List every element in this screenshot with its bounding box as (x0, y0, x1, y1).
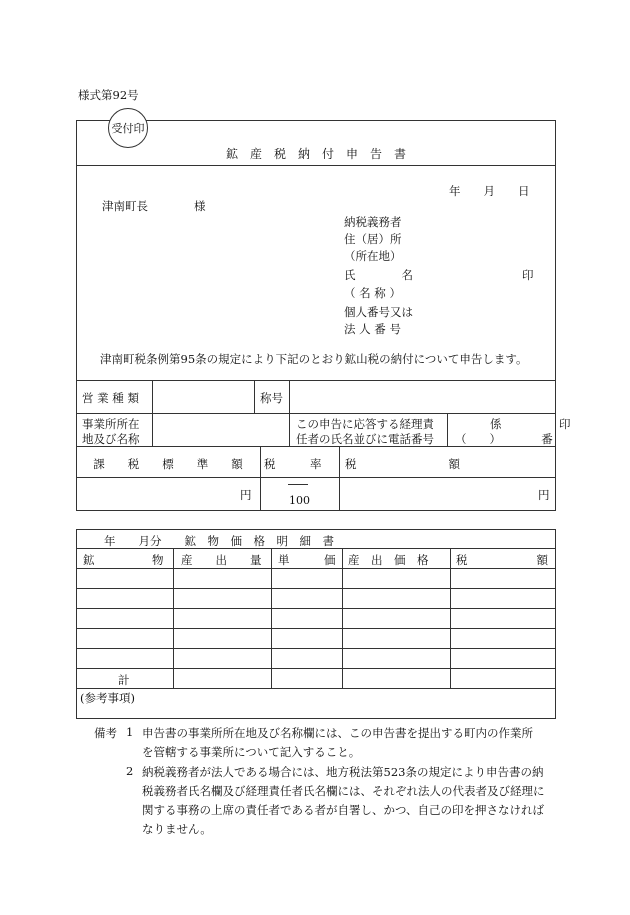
accountant-phone-field[interactable]: （ ） 番 (455, 432, 553, 446)
accountant-label: この申告に応答する経理責 (296, 417, 434, 431)
tax-base-yen[interactable]: 円 (240, 488, 252, 502)
remark-text: を管轄する事業所について記入すること。 (142, 745, 361, 759)
total-label: 計 (118, 673, 130, 687)
divider (289, 413, 290, 446)
accountant-seal[interactable]: 係 印 (490, 417, 571, 431)
form-title: 鉱 産 税 納 付 申 告 書 (225, 147, 406, 161)
column-header-output-value: 産 出 価 格 (348, 553, 429, 567)
divider (76, 568, 556, 569)
divider (447, 413, 448, 446)
trade-name-label: 称号 (260, 391, 283, 405)
table-row[interactable] (78, 650, 554, 667)
column-header-mineral: 鉱 物 (83, 553, 164, 567)
office-name-label: 地及び名称 (82, 432, 140, 446)
notes-field[interactable] (78, 704, 554, 717)
business-type-label: 営 業 種 類 (82, 391, 139, 405)
remarks-label: 備考 (94, 726, 117, 740)
date-field[interactable]: 年 月 日 (449, 184, 530, 198)
declaration-text: 津南町税条例第95条の規定により下記のとおり鉱山税の納付について申告します。 (100, 352, 528, 366)
detail-title: 年 月分 鉱 物 価 格 明 細 書 (104, 534, 334, 548)
id-number-label: 個人番号又は (344, 305, 413, 319)
table-row[interactable] (78, 630, 554, 647)
seal-mark: 印 (522, 268, 534, 282)
table-row[interactable] (78, 590, 554, 607)
trade-name-field[interactable] (292, 383, 552, 410)
divider (76, 688, 556, 689)
business-type-field[interactable] (155, 383, 252, 410)
divider (76, 608, 556, 609)
remark-text: 納税義務者が法人である場合には、地方税法第523条の規定により申告書の納 (142, 765, 544, 779)
receipt-stamp-circle (108, 108, 148, 148)
divider (76, 548, 556, 549)
remark-text: 申告書の事業所所在地及び名称欄には、この申告書を提出する町内の作業所 (142, 726, 533, 740)
form-number: 様式第92号 (78, 88, 139, 102)
office-location-field[interactable] (155, 416, 285, 443)
remark-text: 税義務者氏名欄及び経理責任者氏名欄には、それぞれ法人の代表者及び経理に (142, 784, 545, 798)
notes-label: (参考事項) (80, 691, 135, 705)
column-header-unit-price: 単 価 (278, 553, 336, 567)
accountant-phone-label: 任者の氏名並びに電話番号 (296, 432, 434, 446)
divider (76, 477, 556, 478)
remark-text: なりません。 (142, 822, 212, 836)
divider (254, 380, 255, 413)
remark-number: 2 (126, 764, 134, 778)
name-label: 氏 名 (344, 268, 413, 282)
taxpayer-label: 納税義務者 (344, 215, 402, 229)
remark-number: 1 (126, 725, 134, 739)
location-label: （所在地） (344, 249, 402, 263)
divider (152, 380, 153, 413)
divider (289, 380, 290, 413)
rate-denominator: 100 (289, 494, 310, 507)
corporate-name-label: （ 名 称 ） (344, 286, 401, 300)
table-row[interactable] (78, 570, 554, 587)
rate-fraction-line (288, 484, 308, 485)
divider (76, 648, 556, 649)
divider (76, 380, 556, 381)
divider (76, 668, 556, 669)
divider (339, 446, 340, 511)
divider (152, 413, 153, 446)
tax-base-header: 課 税 標 準 額 (93, 457, 243, 471)
declaration-form (76, 120, 556, 511)
divider (76, 165, 556, 166)
column-header-output: 産 出 量 (181, 553, 262, 567)
address-label: 住（居）所 (344, 232, 402, 246)
addressee: 津南町長 様 (102, 199, 206, 213)
divider (76, 413, 556, 414)
divider (76, 628, 556, 629)
tax-amount-header: 税 額 (345, 457, 460, 471)
receipt-stamp-label: 受付印 (111, 122, 145, 135)
office-location-label: 事業所所在 (82, 417, 140, 431)
divider (260, 446, 261, 511)
tax-amount-yen[interactable]: 円 (538, 488, 550, 502)
corporate-number-label: 法 人 番 号 (344, 322, 401, 336)
table-row[interactable] (78, 610, 554, 627)
tax-rate-header: 税 率 (264, 457, 322, 471)
divider (76, 588, 556, 589)
column-header-tax: 税 額 (456, 553, 548, 567)
remark-text: 関する事務の上席の責任者である者が自署し、かつ、自己の印を押さなければ (142, 803, 545, 817)
divider (76, 446, 556, 447)
